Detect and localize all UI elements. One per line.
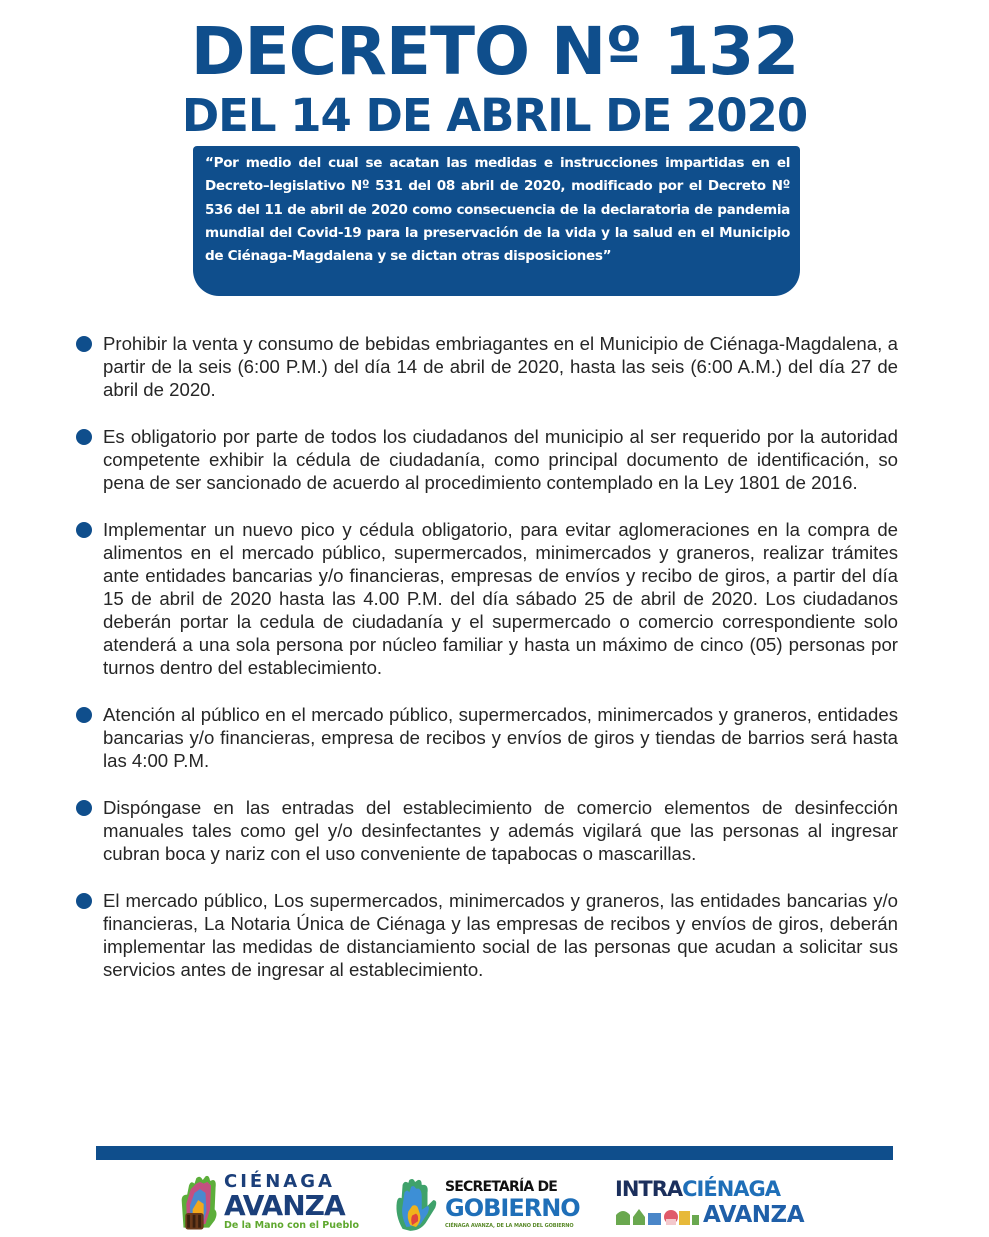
- list-item: [76, 703, 898, 772]
- hands-icon: [393, 1177, 439, 1231]
- logo3-line1-a: INTRA: [615, 1177, 683, 1201]
- list-item: [76, 796, 898, 865]
- decree-summary-text: “Por medio del cual se acatan las medidas e instrucciones impartidas en el Decreto–legislativo Nº 531 del 08 abril de 2020, modificado por el Decreto Nº 536 del 11 de abril de 2020 como consecuencia de la declaratoria de pandemia mundial del Covid-19 para la preservación de la vida y la salud en el Municipio de Ciénaga-Magdalena y se dictan otras disposiciones”: [205, 155, 790, 265]
- bullet-icon: [76, 522, 92, 538]
- logo1-line2: AVANZA: [224, 1189, 345, 1222]
- logo3-text: [615, 1177, 804, 1229]
- bullet-icon: [76, 707, 92, 723]
- logo2-line1: SECRETARÍA DE: [445, 1178, 558, 1195]
- bullet-icon: [76, 336, 92, 352]
- logo1-text: [224, 1172, 359, 1232]
- measures-list: [76, 332, 898, 981]
- building-icons-strip: [615, 1205, 699, 1227]
- colorful-hand-icon: [178, 1170, 222, 1234]
- footer-divider: [96, 1146, 893, 1160]
- logo3-row2: [615, 1202, 804, 1229]
- decree-summary-box: [193, 146, 800, 296]
- decree-title: DECRETO Nº 132: [190, 14, 799, 90]
- list-item: [76, 889, 898, 981]
- logo2-tagline: CIÉNAGA AVANZA, DE LA MANO DEL GOBIERNO: [445, 1222, 574, 1229]
- list-item-text: Dispóngase en las entradas del establecimiento de comercio elementos de desinfección manuales tales como gel y/o desinfectantes y además vigilará que las personas al ingresar cubran boca y nariz con el uso conveniente de tapabocas o mascarillas.: [103, 797, 898, 864]
- logo3-line2: AVANZA: [703, 1202, 805, 1228]
- list-item-text: Atención al público en el mercado público, supermercados, minimercados y graneros, entidades bancarias y/o financieras, empresa de recibos y envíos de giros y tiendas de barrios será hasta las 4:00 P.M.: [103, 704, 898, 771]
- bullet-icon: [76, 893, 92, 909]
- list-item-text: Es obligatorio por parte de todos los ciudadanos del municipio al ser requerido por la autoridad competente exhibir la cédula de ciudadanía, como principal documento de identificación, so pena de ser sancionado de acuerdo al procedimiento contemplado en la Ley 1801 de 2016.: [103, 426, 898, 493]
- list-item-text: El mercado público, Los supermercados, minimercados y graneros, las entidades bancarias y/o financieras, La Notaria Única de Ciénaga y las empresas de recibos y envíos de giros, deberán implementar las medidas de distanciamiento social de las personas que acudan a solicitar sus servicios antes de ingresar al establecimiento.: [103, 890, 898, 980]
- logo1-tagline: De la Mano con el Pueblo: [224, 1220, 360, 1231]
- list-item: [76, 425, 898, 494]
- cienaga-avanza-logo: [178, 1170, 359, 1234]
- logo3-line1-b: CIÉNAGA: [682, 1177, 781, 1201]
- list-item: [76, 332, 898, 401]
- intracienaga-avanza-logo: [615, 1176, 804, 1230]
- bullet-icon: [76, 800, 92, 816]
- logo2-line2: GOBIERNO: [445, 1193, 580, 1222]
- bullet-icon: [76, 429, 92, 445]
- logo2-text: [445, 1179, 580, 1230]
- list-item-text: Implementar un nuevo pico y cédula obligatorio, para evitar aglomeraciones en la compra de alimentos en el mercado público, supermercados, minimercados y graneros, realizar trámites ante entidades bancarias y/o financieras, empresas de envíos y recibo de giros, a partir del día 15 de abril de 2020 hasta las 4.00 P.M. del día sábado 25 de abril de 2020. Los ciudadanos deberán portar la cedula de ciudadanía y el supermercado o comercio correspondiente solo atenderá a una sola persona por núcleo familiar y hasta un máximo de cinco (05) personas por turnos dentro del establecimiento.: [103, 519, 898, 678]
- logo3-line1: [615, 1177, 804, 1202]
- list-item-text: Prohibir la venta y consumo de bebidas embriagantes en el Municipio de Ciénaga-Magdalena, a partir de la seis (6:00 P.M.) del día 14 de abril de 2020, hasta las seis (6:00 A.M.) del día 27 de abril de 2020.: [103, 333, 898, 400]
- logo1-line1: CIÉNAGA: [224, 1171, 335, 1192]
- secretaria-gobierno-logo: [393, 1175, 580, 1233]
- list-item: [76, 518, 898, 679]
- decree-date: DEL 14 DE ABRIL DE 2020: [181, 90, 808, 142]
